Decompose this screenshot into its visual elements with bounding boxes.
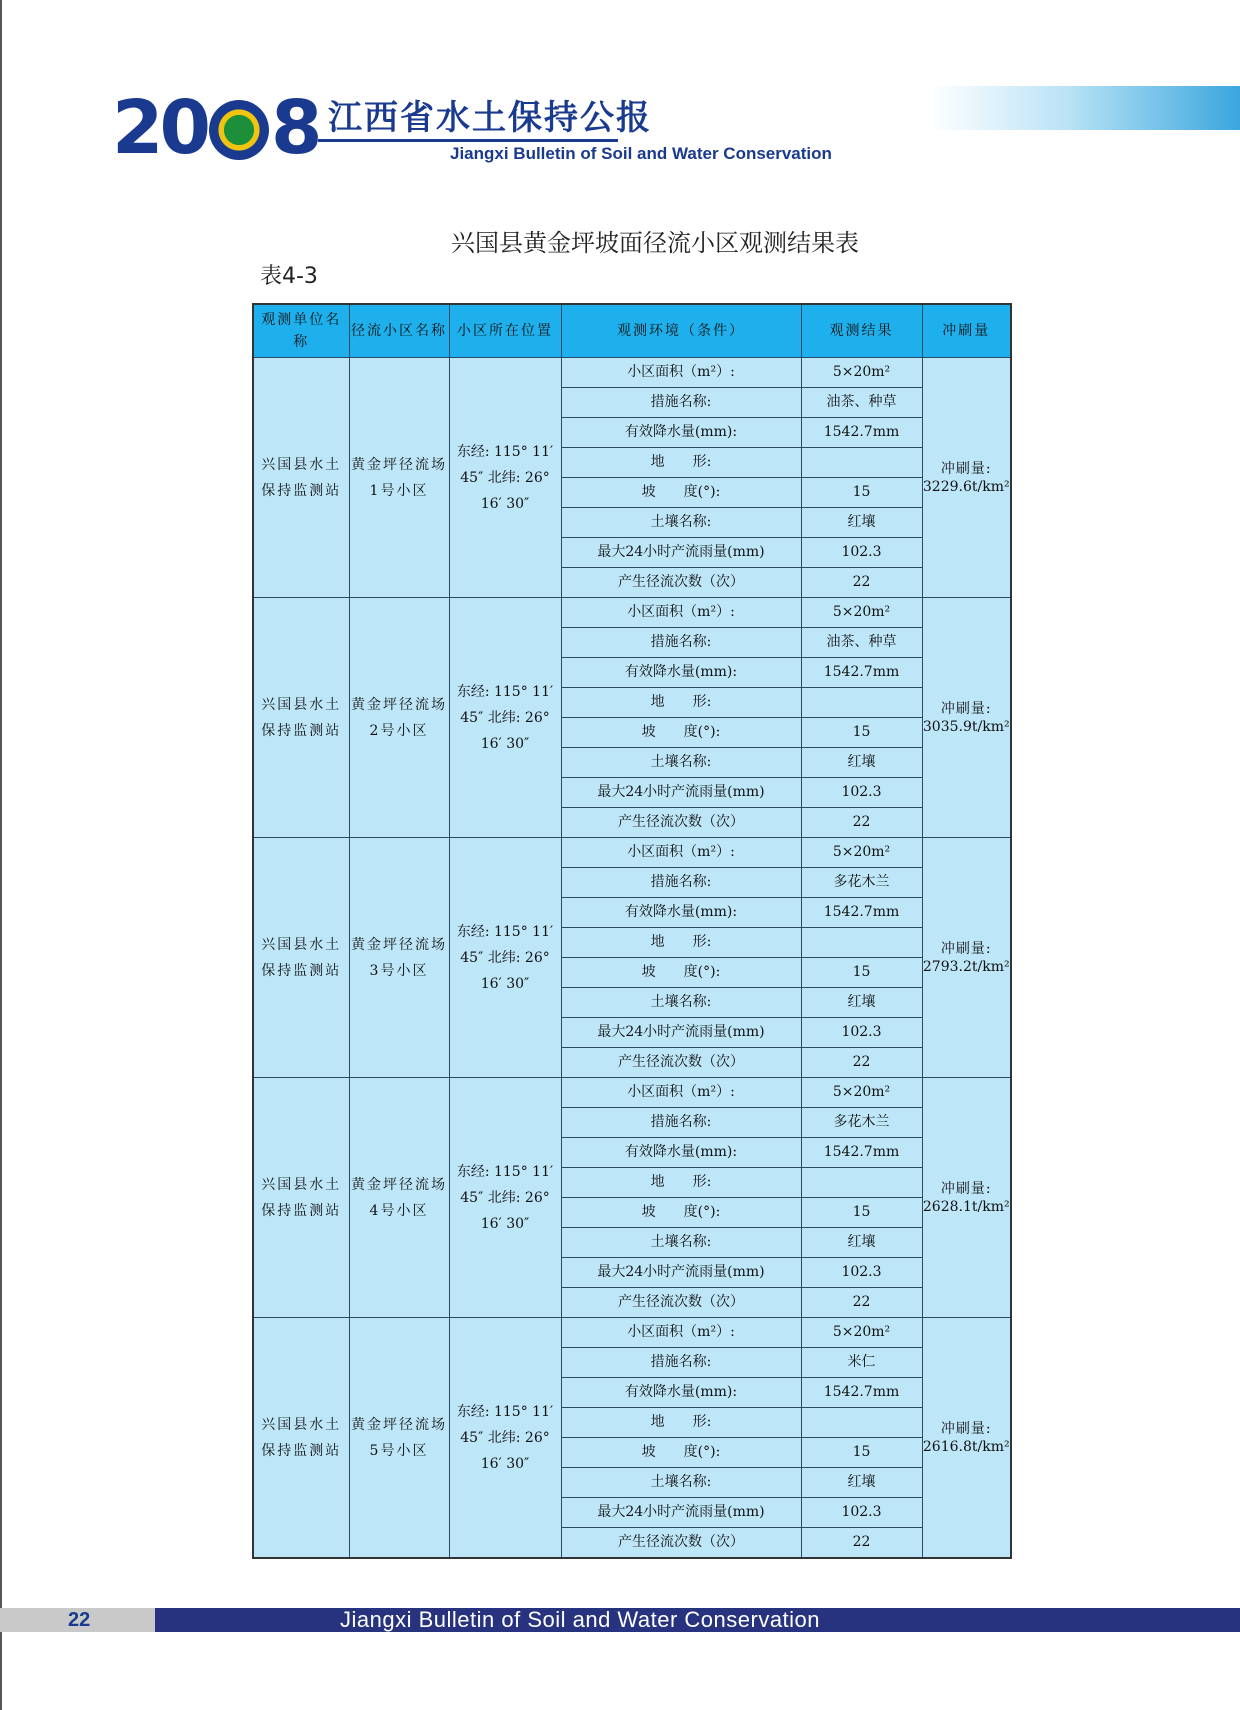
plot-name-cell: 黄金坪径流场3号小区	[349, 838, 449, 1078]
environment-label-cell: 措施名称:	[561, 388, 801, 418]
environment-label-cell: 土壤名称:	[561, 1228, 801, 1258]
result-value-cell	[801, 928, 922, 958]
result-value-cell	[801, 448, 922, 478]
station-name-cell: 兴国县水土保持监测站	[253, 1078, 349, 1318]
title-underline	[318, 139, 618, 142]
result-value-cell: 22	[801, 1528, 922, 1559]
erosion-cell	[922, 598, 1011, 838]
environment-label-cell: 土壤名称:	[561, 1468, 801, 1498]
environment-label-cell: 措施名称:	[561, 1108, 801, 1138]
result-value-cell: 22	[801, 808, 922, 838]
result-value-cell: 1542.7mm	[801, 1138, 922, 1168]
erosion-label: 冲刷量:	[940, 1420, 992, 1437]
table-row	[253, 838, 1011, 868]
erosion-cell	[922, 838, 1011, 1078]
result-value-cell: 1542.7mm	[801, 1378, 922, 1408]
environment-label-cell: 地 形:	[561, 688, 801, 718]
environment-label-cell: 小区面积（m²）:	[561, 838, 801, 868]
result-value-cell: 102.3	[801, 1258, 922, 1288]
erosion-label: 冲刷量:	[940, 940, 992, 957]
environment-label-cell: 小区面积（m²）:	[561, 598, 801, 628]
runoff-observation-table	[252, 303, 1012, 1559]
environment-label-cell: 小区面积（m²）:	[561, 358, 801, 388]
table-title: 兴国县黄金坪坡面径流小区观测结果表	[451, 229, 859, 257]
result-value-cell: 红壤	[801, 748, 922, 778]
result-value-cell: 5×20m²	[801, 838, 922, 868]
erosion-value: 3035.9t/km²	[922, 718, 1010, 735]
location-cell: 东经: 115° 11′ 45″ 北纬: 26° 16′ 30″	[449, 838, 561, 1078]
environment-label-cell: 坡 度(°):	[561, 478, 801, 508]
result-value-cell: 红壤	[801, 988, 922, 1018]
logo-digit: 8	[271, 85, 319, 171]
result-value-cell: 红壤	[801, 1228, 922, 1258]
environment-label-cell: 最大24小时产流雨量(mm)	[561, 1018, 801, 1048]
environment-label-cell: 地 形:	[561, 928, 801, 958]
environment-label-cell: 措施名称:	[561, 628, 801, 658]
bulletin-title-en: Jiangxi Bulletin of Soil and Water Conservation	[450, 144, 832, 163]
table-body	[253, 358, 1011, 1559]
table-row	[253, 1078, 1011, 1108]
environment-label-cell: 产生径流次数（次）	[561, 568, 801, 598]
page-number: 22	[68, 1609, 91, 1631]
result-value-cell: 15	[801, 478, 922, 508]
footer-title: Jiangxi Bulletin of Soil and Water Conservation	[340, 1607, 821, 1632]
header-result: 观测结果	[801, 304, 922, 358]
environment-label-cell: 有效降水量(mm):	[561, 898, 801, 928]
table-row	[253, 358, 1011, 388]
result-value-cell: 1542.7mm	[801, 658, 922, 688]
station-name-cell: 兴国县水土保持监测站	[253, 598, 349, 838]
logo-digit: 2	[112, 85, 160, 171]
erosion-value: 2793.2t/km²	[922, 958, 1010, 975]
header-location: 小区所在位置	[449, 304, 561, 358]
location-cell: 东经: 115° 11′ 45″ 北纬: 26° 16′ 30″	[449, 1078, 561, 1318]
erosion-cell	[922, 1078, 1011, 1318]
result-value-cell: 多花木兰	[801, 1108, 922, 1138]
environment-label-cell: 土壤名称:	[561, 748, 801, 778]
result-value-cell: 15	[801, 1198, 922, 1228]
environment-label-cell: 产生径流次数（次）	[561, 808, 801, 838]
environment-label-cell: 坡 度(°):	[561, 958, 801, 988]
erosion-value: 2616.8t/km²	[922, 1438, 1010, 1455]
location-cell: 东经: 115° 11′ 45″ 北纬: 26° 16′ 30″	[449, 358, 561, 598]
table-row	[253, 598, 1011, 628]
result-value-cell: 22	[801, 568, 922, 598]
environment-label-cell: 产生径流次数（次）	[561, 1528, 801, 1559]
erosion-value: 3229.6t/km²	[922, 478, 1010, 495]
environment-label-cell: 地 形:	[561, 1408, 801, 1438]
result-value-cell: 15	[801, 1438, 922, 1468]
result-value-cell: 1542.7mm	[801, 418, 922, 448]
erosion-label: 冲刷量:	[940, 460, 992, 477]
result-value-cell: 5×20m²	[801, 1078, 922, 1108]
table-header-row	[253, 304, 1011, 358]
logo-digit: 0	[159, 85, 207, 171]
header-gradient-bar	[930, 86, 1240, 130]
plot-name-cell: 黄金坪径流场1号小区	[349, 358, 449, 598]
header-unit: 观测单位名称	[253, 304, 349, 358]
result-value-cell: 5×20m²	[801, 1318, 922, 1348]
environment-label-cell: 有效降水量(mm):	[561, 1378, 801, 1408]
result-value-cell	[801, 1408, 922, 1438]
result-value-cell: 油茶、种草	[801, 388, 922, 418]
environment-label-cell: 最大24小时产流雨量(mm)	[561, 1258, 801, 1288]
result-value-cell	[801, 688, 922, 718]
result-value-cell: 102.3	[801, 1018, 922, 1048]
year-logo	[112, 85, 319, 171]
erosion-label: 冲刷量:	[940, 1180, 992, 1197]
result-value-cell: 5×20m²	[801, 598, 922, 628]
environment-label-cell: 最大24小时产流雨量(mm)	[561, 538, 801, 568]
plot-name-cell: 黄金坪径流场5号小区	[349, 1318, 449, 1559]
environment-label-cell: 坡 度(°):	[561, 1198, 801, 1228]
erosion-label: 冲刷量:	[940, 700, 992, 717]
plot-name-cell: 黄金坪径流场4号小区	[349, 1078, 449, 1318]
environment-label-cell: 地 形:	[561, 448, 801, 478]
result-value-cell: 15	[801, 718, 922, 748]
erosion-value: 2628.1t/km²	[922, 1198, 1010, 1215]
environment-label-cell: 地 形:	[561, 1168, 801, 1198]
station-name-cell: 兴国县水土保持监测站	[253, 358, 349, 598]
result-value-cell: 22	[801, 1288, 922, 1318]
environment-label-cell: 最大24小时产流雨量(mm)	[561, 778, 801, 808]
result-value-cell	[801, 1168, 922, 1198]
station-name-cell: 兴国县水土保持监测站	[253, 1318, 349, 1559]
result-value-cell: 102.3	[801, 1498, 922, 1528]
result-value-cell: 米仁	[801, 1348, 922, 1378]
environment-label-cell: 产生径流次数（次）	[561, 1048, 801, 1078]
erosion-cell	[922, 1318, 1011, 1559]
soil-conservation-emblem-icon	[209, 100, 269, 160]
table-row	[253, 1318, 1011, 1348]
result-value-cell: 102.3	[801, 778, 922, 808]
header-plot: 径流小区名称	[349, 304, 449, 358]
result-value-cell: 红壤	[801, 1468, 922, 1498]
environment-label-cell: 产生径流次数（次）	[561, 1288, 801, 1318]
environment-label-cell: 最大24小时产流雨量(mm)	[561, 1498, 801, 1528]
result-value-cell: 油茶、种草	[801, 628, 922, 658]
result-value-cell: 15	[801, 958, 922, 988]
environment-label-cell: 措施名称:	[561, 868, 801, 898]
station-name-cell: 兴国县水土保持监测站	[253, 838, 349, 1078]
header-erosion: 冲刷量	[922, 304, 1011, 358]
environment-label-cell: 小区面积（m²）:	[561, 1318, 801, 1348]
environment-label-cell: 措施名称:	[561, 1348, 801, 1378]
environment-label-cell: 有效降水量(mm):	[561, 418, 801, 448]
location-cell: 东经: 115° 11′ 45″ 北纬: 26° 16′ 30″	[449, 598, 561, 838]
result-value-cell: 5×20m²	[801, 358, 922, 388]
result-value-cell: 红壤	[801, 508, 922, 538]
environment-label-cell: 土壤名称:	[561, 988, 801, 1018]
bulletin-header	[0, 0, 1240, 180]
environment-label-cell: 有效降水量(mm):	[561, 658, 801, 688]
environment-label-cell: 土壤名称:	[561, 508, 801, 538]
environment-label-cell: 小区面积（m²）:	[561, 1078, 801, 1108]
result-value-cell: 102.3	[801, 538, 922, 568]
result-value-cell: 多花木兰	[801, 868, 922, 898]
plot-name-cell: 黄金坪径流场2号小区	[349, 598, 449, 838]
table-number: 表4-3	[260, 264, 318, 289]
environment-label-cell: 有效降水量(mm):	[561, 1138, 801, 1168]
erosion-cell	[922, 358, 1011, 598]
environment-label-cell: 坡 度(°):	[561, 1438, 801, 1468]
result-value-cell: 22	[801, 1048, 922, 1078]
result-value-cell: 1542.7mm	[801, 898, 922, 928]
environment-label-cell: 坡 度(°):	[561, 718, 801, 748]
location-cell: 东经: 115° 11′ 45″ 北纬: 26° 16′ 30″	[449, 1318, 561, 1559]
bulletin-title-cn: 江西省水土保持公报	[328, 98, 652, 138]
header-environment: 观测环境（条件）	[561, 304, 801, 358]
